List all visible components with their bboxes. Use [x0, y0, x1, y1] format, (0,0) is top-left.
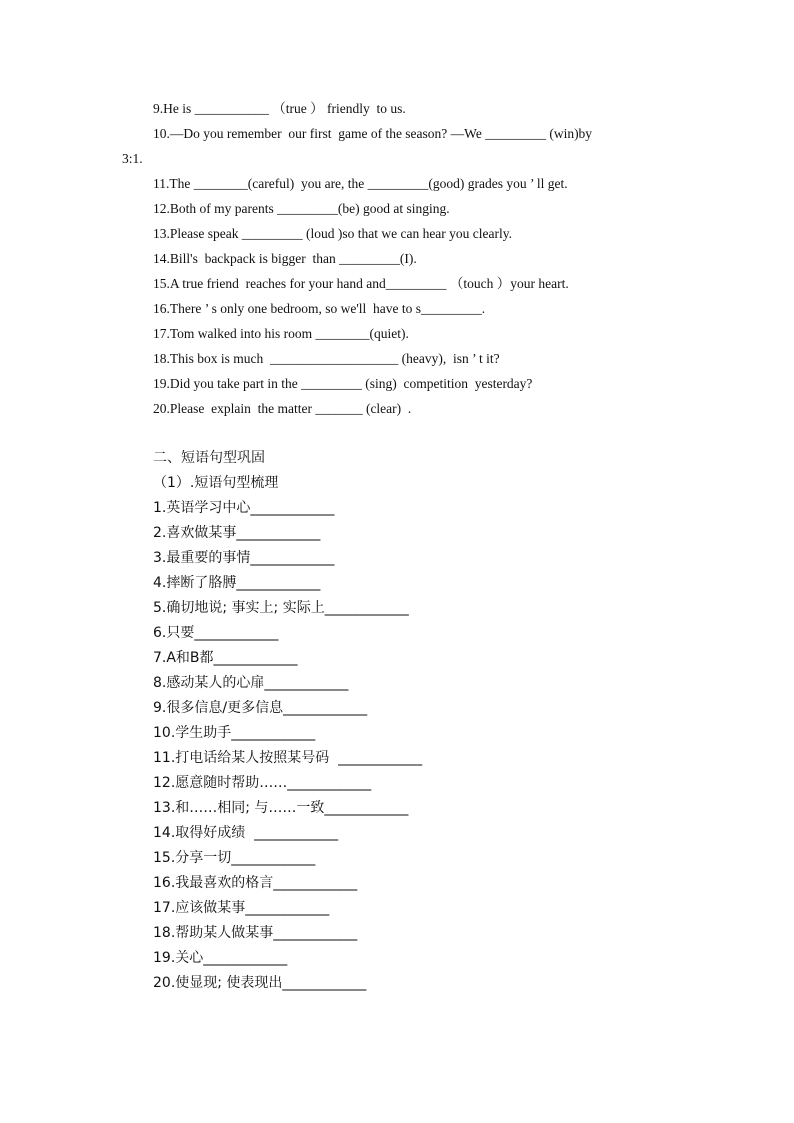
exercise-line-11: 11.The ________(careful) you are, the _________(good) grades you ’ ll get. — [153, 176, 568, 191]
phrase-item-4: 4.摔断了胳膊____________ — [153, 575, 321, 591]
phrase-item-8: 8.感动某人的心扉____________ — [153, 675, 349, 691]
phrase-item-12: 12.愿意随时帮助……____________ — [153, 775, 372, 791]
phrase-item-17: 17.应该做某事____________ — [153, 900, 330, 916]
exercise-line-15: 15.A true friend reaches for your hand and_________ （touch ）your heart. — [153, 276, 569, 291]
section-subheading: （1）.短语句型梳理 — [153, 475, 279, 491]
phrase-item-6: 6.只要____________ — [153, 625, 279, 641]
phrase-item-7: 7.A和B都____________ — [153, 650, 298, 666]
phrase-item-11: 11.打电话给某人按照某号码 ____________ — [153, 750, 423, 766]
section-heading: 二、短语句型巩固 — [153, 450, 265, 466]
exercise-line-18: 18.This box is much ___________________ (heavy), isn ’ t it? — [153, 351, 500, 366]
phrase-item-1: 1.英语学习中心____________ — [153, 500, 335, 516]
phrase-item-14: 14.取得好成绩 ____________ — [153, 825, 339, 841]
phrase-item-13: 13.和……相同; 与……一致____________ — [153, 800, 409, 816]
exercise-line-10-cont: 3:1. — [122, 151, 143, 166]
exercise-line-10: 10.—Do you remember our first game of the season? —We _________ (win)by — [153, 126, 593, 141]
exercise-line-17: 17.Tom walked into his room ________(quiet). — [153, 326, 409, 341]
exercise-line-12: 12.Both of my parents _________(be) good at singing. — [153, 201, 450, 216]
exercise-line-13: 13.Please speak _________ (loud )so that we can hear you clearly. — [153, 226, 513, 241]
phrase-item-19: 19.关心____________ — [153, 950, 288, 966]
exercise-line-9: 9.He is ___________ （true ） friendly to us. — [153, 101, 406, 116]
exercise-line-14: 14.Bill's backpack is bigger than _________(I). — [153, 251, 417, 266]
phrase-item-16: 16.我最喜欢的格言____________ — [153, 875, 358, 891]
phrase-item-15: 15.分享一切____________ — [153, 850, 316, 866]
exercise-line-19: 19.Did you take part in the _________ (sing) competition yesterday? — [153, 376, 533, 391]
exercise-line-20: 20.Please explain the matter _______ (clear) . — [153, 401, 412, 416]
exercise-line-16: 16.There ’ s only one bedroom, so we'll have to s_________. — [153, 301, 486, 316]
phrase-item-5: 5.确切地说; 事实上; 实际上____________ — [153, 600, 409, 616]
phrase-item-18: 18.帮助某人做某事____________ — [153, 925, 358, 941]
phrase-item-2: 2.喜欢做某事____________ — [153, 525, 321, 541]
phrase-item-20: 20.使显现; 使表现出____________ — [153, 975, 367, 991]
phrase-item-10: 10.学生助手____________ — [153, 725, 316, 741]
phrase-item-3: 3.最重要的事情____________ — [153, 550, 335, 566]
phrase-item-9: 9.很多信息/更多信息____________ — [153, 700, 368, 716]
